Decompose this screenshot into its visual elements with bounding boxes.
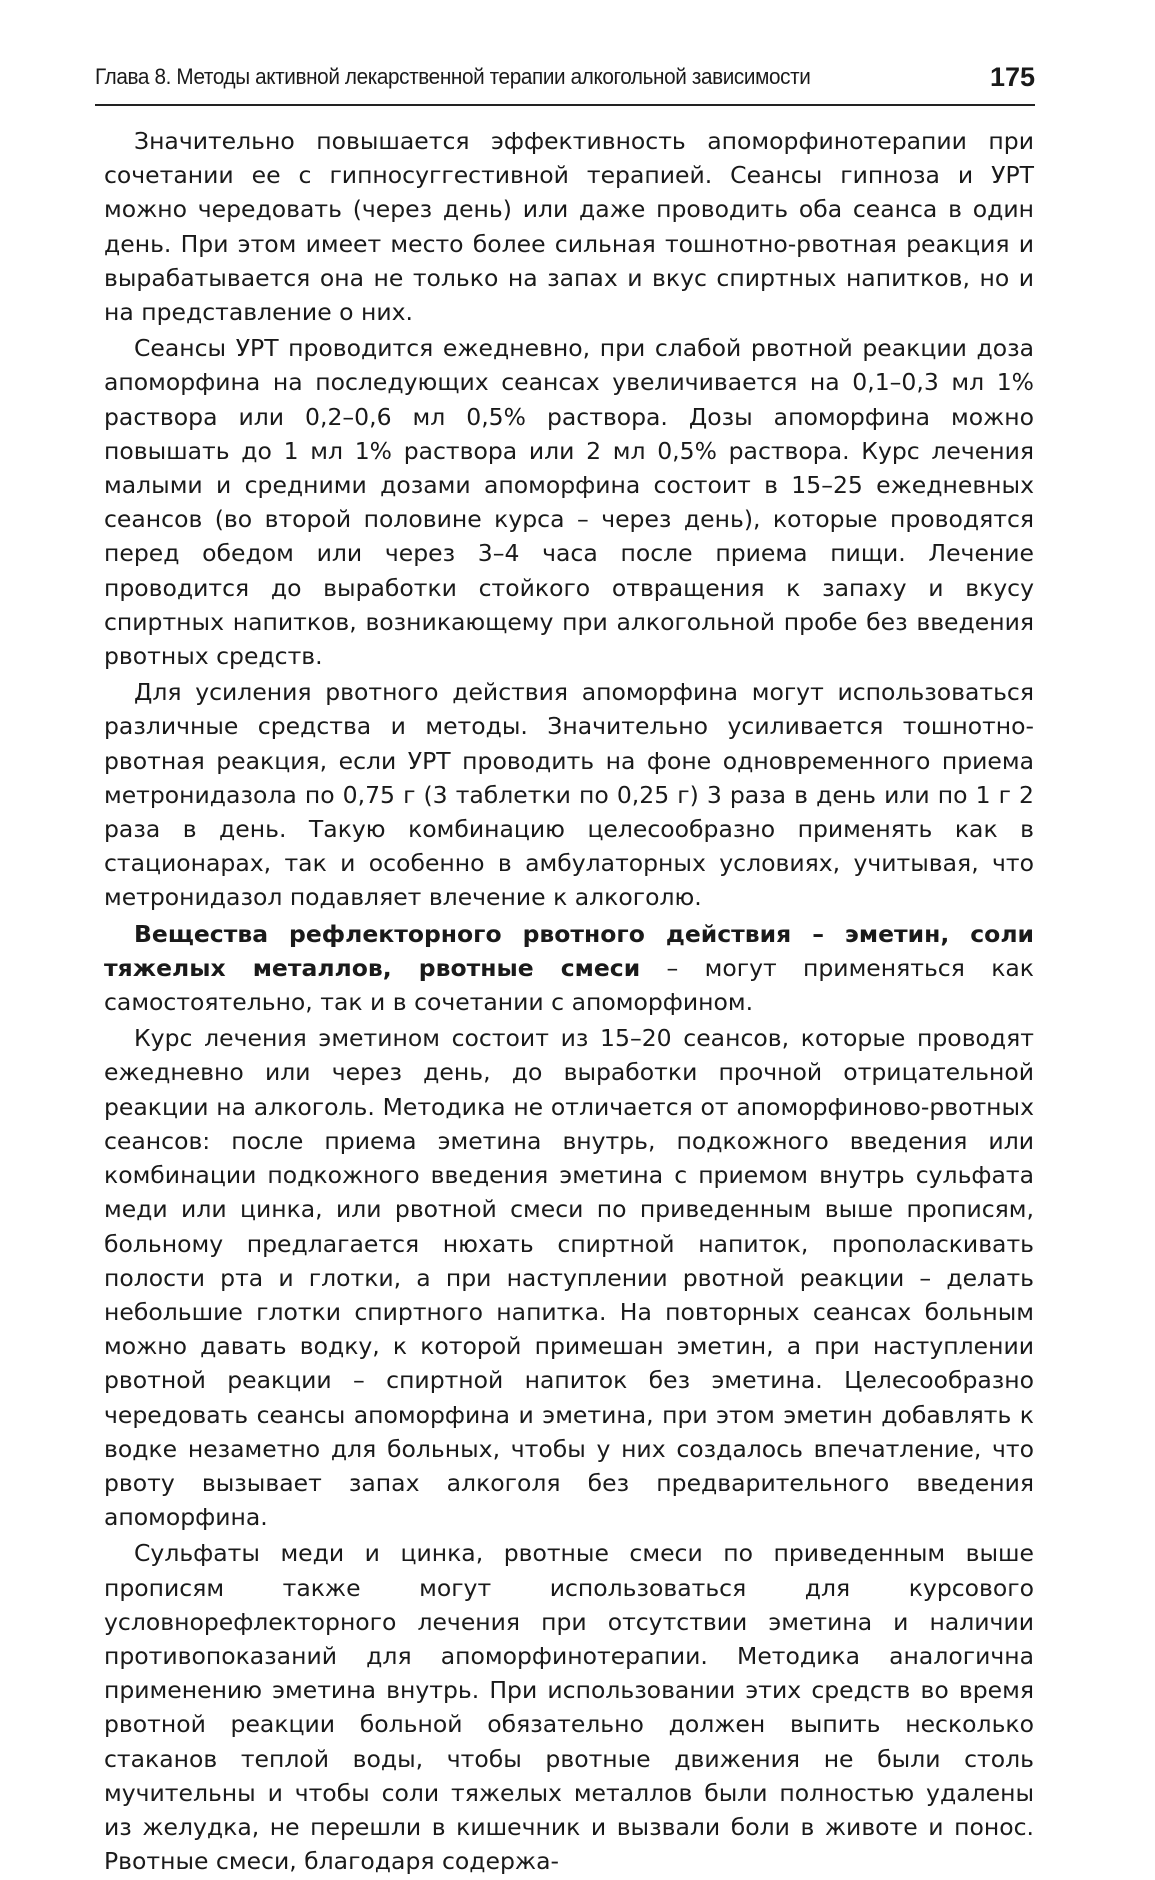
page-number: 175: [989, 62, 1035, 92]
paragraph: [104, 1021, 1034, 1534]
paragraph-text: Сеансы УРТ проводится ежедневно, при слабой рвотной реакции доза апоморфина на последующих сеансах увеличивается на 0,1–0,3 мл 1% раствора или 0,2–0,6 мл 0,5% раствора. Дозы апоморфина можно повышать до 1 мл 1% раствора или 2 мл 0,5% раствора. Курс лечения малыми и средними дозами апоморфина состоит в 15–25 ежедневных сеансов (во второй половине курса – через день), которые проводятся перед обедом или через 3–4 часа после приема пищи. Лечение проводится до выработки стойкого отвращения к запаху и вкусу спиртных напитков, возникающему при алкогольной пробе без введения рвотных средств.: [104, 334, 1034, 671]
paragraph: [104, 331, 1034, 673]
paragraph: [104, 124, 1034, 329]
paragraph: [104, 1536, 1034, 1878]
paragraph-lead-bold: Вещества рефлекторного рвотного действия – эметин, соли тяжелых металлов, рвотные смеси: [104, 919, 1034, 982]
running-header: [95, 62, 1035, 106]
paragraph-text: – могут применяться как самостоятельно, так и в сочетании с апоморфином.: [104, 953, 1035, 1017]
body-text: [104, 124, 1034, 1880]
chapter-title: Глава 8. Методы активной лекарственной терапии алкогольной зависимости: [95, 64, 811, 89]
paragraph-text: Сульфаты меди и цинка, рвотные смеси по приведенным выше прописям также могут использоваться для курсового условнорефлекторного лечения при отсутствии эметина и наличии противопоказаний для апоморфинотерапии. Методика аналогична применению эметина внутрь. При использовании этих средств во время рвотной реакции больной обязательно должен выпить несколько стаканов теплой воды, чтобы рвотные движения не были столь мучительны и чтобы соли тяжелых металлов были полностью удалены из желудка, не перешли в кишечник и вызвали боли в животе и понос. Рвотные смеси, благодаря содержа-: [104, 1539, 1034, 1876]
paragraph-text: Для усиления рвотного действия апоморфина могут использоваться различные средства и методы. Значительно усиливается тошнотно-рвотная реакция, если УРТ проводить на фоне одновременного приема метронидазола по 0,75 г (3 таблетки по 0,25 г) 3 раза в день или по 1 г 2 раза в день. Такую комбинацию целесообразно применять как в стационарах, так и особенно в амбулаторных условиях, учитывая, что метронидазол подавляет влечение к алкоголю.: [104, 678, 1034, 912]
paragraph-text: Курс лечения эметином состоит из 15–20 сеансов, которые проводят ежедневно или через день, до выработки прочной отрицательной реакции на алкоголь. Методика не отличается от апоморфиново-рвотных сеансов: после приема эметина внутрь, подкожного введения или комбинации подкожного введения эметина с приемом внутрь сульфата меди или цинка, или рвотной смеси по приведенным выше прописям, больному предлагается нюхать спиртной напиток, прополаскивать полости рта и глотки, а при наступлении рвотной реакции – делать небольшие глотки спиртного напитка. На повторных сеансах больным можно давать водку, к которой примешан эметин, а при наступлении рвотной реакции – спиртной напиток без эметина. Целесообразно чередовать сеансы апоморфина и эметина, при этом эметин добавлять к водке незаметно для больных, чтобы у них создалось впечатление, что рвоту вызывает запах алкоголя без предварительного введения апоморфина.: [104, 1024, 1034, 1532]
paragraph: [104, 675, 1034, 914]
paragraph: [104, 917, 1034, 1020]
paragraph-text: Значительно повышается эффективность апоморфинотерапии при сочетании ее с гипносуггестивной терапией. Сеансы гипноза и УРТ можно чередовать (через день) или даже проводить оба сеанса в один день. При этом имеет место более сильная тошнотно-рвотная реакция и вырабатывается она не только на запах и вкус спиртных напитков, но и на представление о них.: [104, 127, 1034, 327]
